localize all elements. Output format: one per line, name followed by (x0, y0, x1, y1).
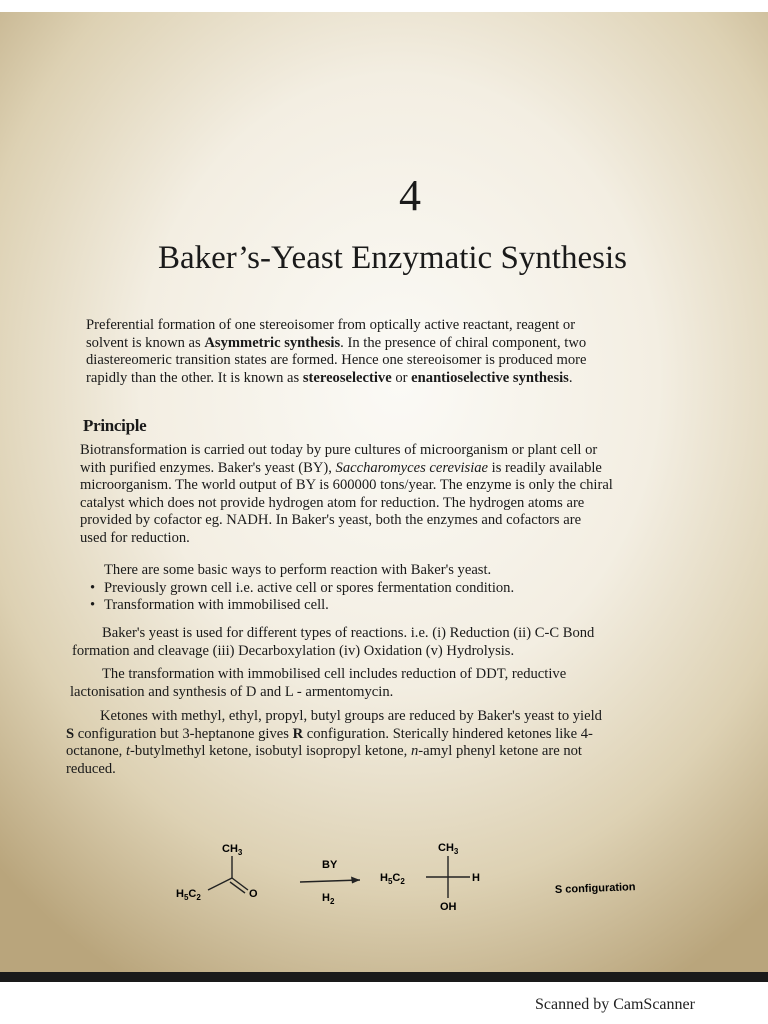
hydrogen-label: H (472, 872, 480, 884)
text-line: Baker's yeast is used for different types of reactions. i.e. (i) Reduction (ii) C-C Bond (102, 625, 595, 641)
intro-paragraph (86, 317, 586, 387)
list-item: • Transformation with immobilised cell. (90, 597, 329, 614)
section-heading: Principle (83, 416, 147, 435)
text-line: Ketones with methyl, ethyl, propyl, butyl groups are reduced by Baker's yeast to yield (100, 708, 602, 724)
double-bond-line (230, 882, 245, 893)
scanned-page (0, 12, 768, 982)
bullet-icon: • (90, 579, 96, 596)
text-line: Preferential formation of one stereoisomer from optically active reactant, reagent or (86, 317, 576, 333)
text-line: provided by cofactor eg. NADH. In Baker's yeast, both the enzymes and cofactors are (80, 512, 582, 529)
text-line: solvent is known as Asymmetric synthesis. In the presence of chiral component, two (86, 334, 587, 351)
hydroxyl-label: OH (440, 901, 457, 913)
reaction-arrow (300, 859, 360, 906)
text-line: with purified enzymes. Baker's yeast (BY), Saccharomyces cerevisiae is readily available (80, 459, 602, 476)
principle-paragraph-4 (70, 666, 566, 701)
arrowhead-icon (351, 877, 360, 884)
reagent-label: BY (322, 859, 338, 871)
text-line: catalyst which does not provide hydrogen atom for reduction. The hydrogen atoms are (80, 494, 585, 511)
methyl-label: $CH_3$ (222, 843, 243, 857)
text-line: There are some basic ways to perform reaction with Baker's yeast. (104, 562, 492, 578)
text-line: octanone, t-butylmethyl ketone, isobutyl isopropyl ketone, n-amyl phenyl ketone are not (66, 743, 582, 760)
principle-paragraph-3 (72, 625, 594, 660)
text-line: microorganism. The world output of BY is 600000 tons/year. The enzyme is only the chiral (80, 477, 613, 494)
chapter-title: Baker’s-Yeast Enzymatic Synthesis (158, 240, 627, 276)
configuration-label: S configuration (554, 881, 636, 896)
text-line: The transformation with immobilised cell includes reduction of DDT, reductive (102, 666, 567, 682)
text-line: diastereomeric transition states are formed. Hence one stereoisomer is produced more (86, 352, 587, 369)
bond-line (232, 878, 248, 890)
oxygen-label: O (249, 888, 258, 900)
principle-paragraph-2 (90, 562, 515, 615)
product-structure (380, 842, 480, 913)
text-line: S configuration but 3-heptanone gives R configuration. Sterically hindered ketones like 4- (66, 725, 593, 742)
arrow-line (300, 880, 360, 882)
bullet-icon: • (90, 597, 96, 614)
principle-paragraph-1 (80, 442, 613, 548)
bond-line (208, 878, 232, 890)
chapter-number: 4 (399, 171, 421, 220)
ethyl-label: $H_5C_2$ (176, 888, 201, 902)
reagent-label: $H_2$ (322, 892, 335, 906)
text-line: used for reduction. (80, 529, 190, 546)
text-line: reduced. (66, 760, 116, 777)
scanner-watermark: Scanned by CamScanner (535, 996, 695, 1013)
text-line: formation and cleavage (iii) Decarboxylation (iv) Oxidation (v) Hydrolysis. (72, 642, 515, 659)
reactant-structure (176, 843, 258, 902)
methyl-label: $CH_3$ (438, 842, 459, 856)
text-line: Biotransformation is carried out today by pure cultures of microorganism or plant cell or (80, 442, 598, 458)
ethyl-label: $H_5C_2$ (380, 872, 405, 886)
principle-paragraph-5 (66, 708, 602, 778)
text-line: lactonisation and synthesis of D and L - armentomycin. (70, 683, 394, 700)
text-line: rapidly than the other. It is known as stereoselective or enantioselective synthesis. (86, 369, 573, 386)
list-item: • Previously grown cell i.e. active cell or spores fermentation condition. (90, 579, 515, 596)
reaction-scheme (170, 840, 690, 920)
